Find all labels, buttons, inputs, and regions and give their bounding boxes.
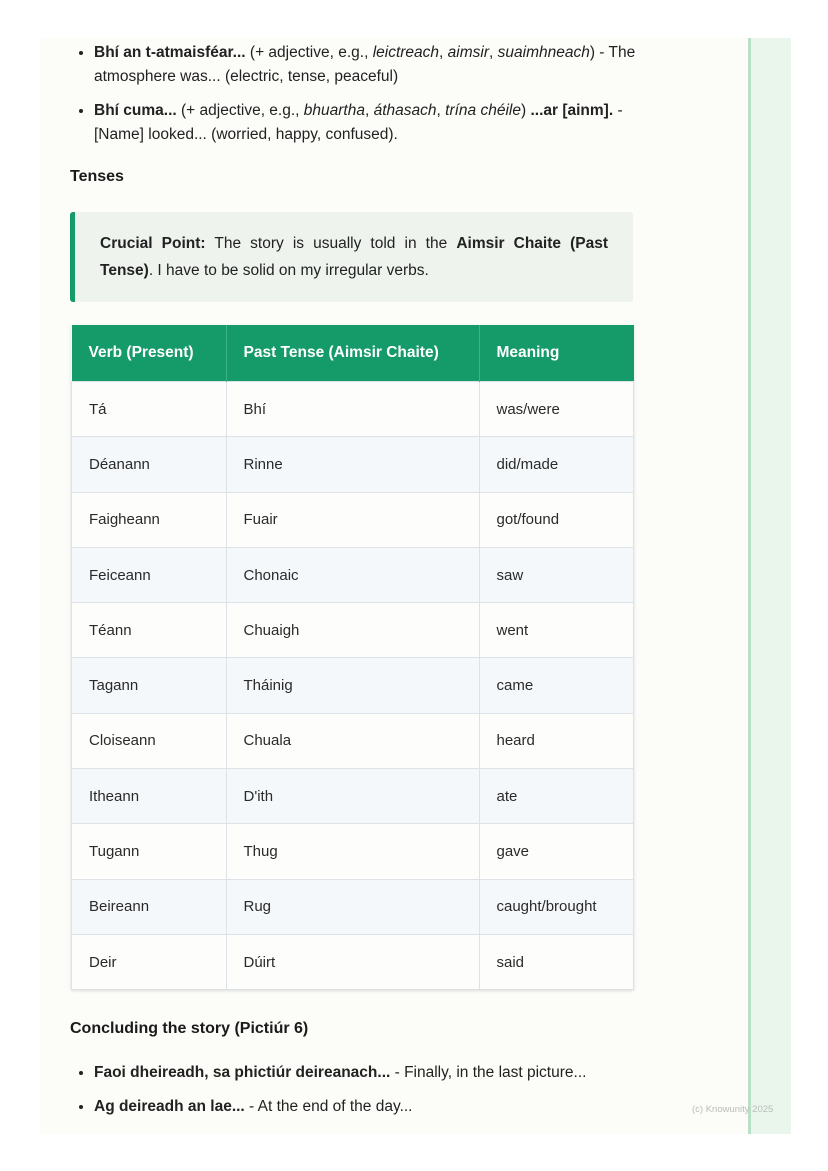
cell-verb-present: Téann [72, 603, 227, 658]
table-row [72, 824, 634, 879]
cell-verb-present: Tugann [72, 824, 227, 879]
cell-meaning: caught/brought [479, 879, 634, 934]
table-header-row [72, 325, 634, 382]
cell-verb-present: Itheann [72, 769, 227, 824]
cell-meaning: went [479, 603, 634, 658]
concluding-heading: Concluding the story (Pictiúr 6) [70, 1020, 309, 1037]
cell-verb-present: Feiceann [72, 547, 227, 602]
cell-verb-present: Beireann [72, 879, 227, 934]
cell-meaning: saw [479, 547, 634, 602]
cell-meaning: gave [479, 824, 634, 879]
cell-meaning: was/were [479, 382, 634, 437]
table-row [72, 603, 634, 658]
table-row [72, 769, 634, 824]
cell-verb-present: Tagann [72, 658, 227, 713]
table-row [72, 934, 634, 989]
cell-verb-present: Deir [72, 934, 227, 989]
table-row [72, 437, 634, 492]
cell-past-tense: Thug [226, 824, 479, 879]
column-header-meaning: Meaning [479, 325, 634, 382]
column-header-past-tense: Past Tense (Aimsir Chaite) [226, 325, 479, 382]
document-page [40, 38, 748, 1134]
cell-past-tense: Dúirt [226, 934, 479, 989]
list-item: • Ag deireadh an lae... - At the end of the day... [94, 1095, 660, 1119]
cell-meaning: got/found [479, 492, 634, 547]
crucial-point-callout: Crucial Point: The story is usually told in the Aimsir Chaite (Past Tense). I have to be solid on my irregular verbs. [70, 212, 633, 302]
tenses-heading: Tenses [70, 168, 124, 185]
cell-verb-present: Déanann [72, 437, 227, 492]
irregular-verbs-table [71, 325, 634, 990]
cell-verb-present: Tá [72, 382, 227, 437]
list-item: • Faoi dheireadh, sa phictiúr deireanach... - Finally, in the last picture... [94, 1061, 660, 1085]
table-row [72, 382, 634, 437]
cell-past-tense: Rinne [226, 437, 479, 492]
table-row [72, 492, 634, 547]
copyright-watermark: (c) Knowunity 2025 [692, 1104, 774, 1115]
cell-past-tense: Fuair [226, 492, 479, 547]
cell-past-tense: Bhí [226, 382, 479, 437]
cell-meaning: ate [479, 769, 634, 824]
cell-past-tense: Chonaic [226, 547, 479, 602]
cell-meaning: heard [479, 713, 634, 768]
intro-bullet-list [70, 41, 660, 157]
cell-past-tense: Rug [226, 879, 479, 934]
table-row [72, 547, 634, 602]
cell-past-tense: D'ith [226, 769, 479, 824]
callout-label: Crucial Point: [100, 235, 206, 252]
cell-past-tense: Chuala [226, 713, 479, 768]
table-row [72, 879, 634, 934]
list-item: • Bhí cuma... (+ adjective, e.g., bhuartha, áthasach, trína chéile) ...ar [ainm]. - [Name] looked... (worried, happy, confused). [94, 99, 660, 147]
cell-meaning: did/made [479, 437, 634, 492]
cell-verb-present: Faigheann [72, 492, 227, 547]
table-row [72, 713, 634, 768]
concluding-bullet-list [70, 1061, 660, 1129]
list-item: • Bhí an t-atmaisféar... (+ adjective, e.g., leictreach, aimsir, suaimhneach) - The atmosphere was... (electric, tense, peaceful) [94, 41, 660, 89]
cell-verb-present: Cloiseann [72, 713, 227, 768]
cell-meaning: said [479, 934, 634, 989]
cell-meaning: came [479, 658, 634, 713]
cell-past-tense: Tháinig [226, 658, 479, 713]
cell-past-tense: Chuaigh [226, 603, 479, 658]
side-margin-rail [748, 38, 791, 1134]
column-header-verb-present: Verb (Present) [72, 325, 227, 382]
table-row [72, 658, 634, 713]
